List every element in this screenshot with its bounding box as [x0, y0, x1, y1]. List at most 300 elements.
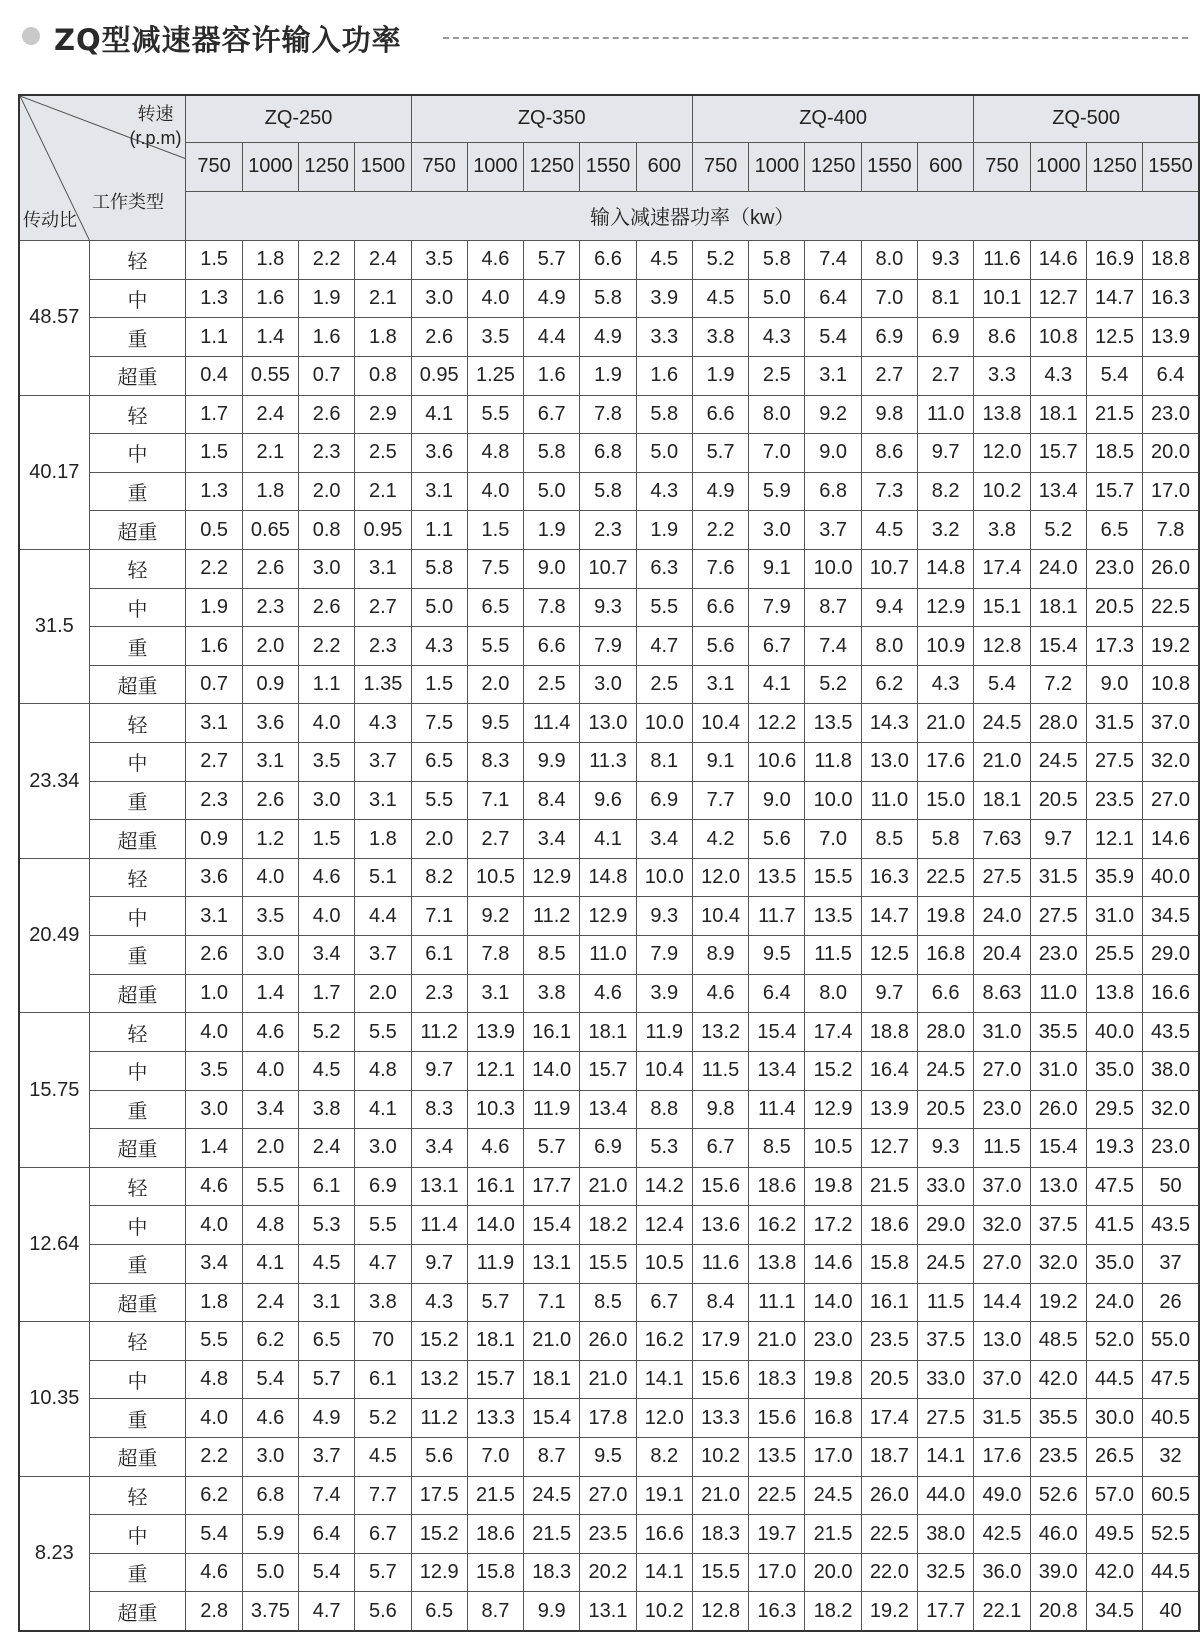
- power-value-cell: 52.0: [1086, 1322, 1142, 1361]
- power-value-cell: 16.3: [749, 1592, 805, 1631]
- power-value-cell: 3.8: [299, 1090, 355, 1129]
- power-value-cell: 1.8: [242, 241, 298, 280]
- power-value-cell: 0.8: [355, 356, 411, 395]
- power-value-cell: 3.1: [411, 472, 467, 511]
- work-type-cell: 重: [89, 472, 186, 511]
- power-value-cell: 3.1: [467, 974, 523, 1013]
- power-value-cell: 44.0: [918, 1476, 974, 1515]
- speed-unit: (r.p.m): [129, 128, 182, 148]
- power-value-cell: 0.55: [242, 356, 298, 395]
- power-value-cell: 14.6: [1030, 241, 1086, 280]
- power-value-cell: 4.6: [467, 241, 523, 280]
- power-value-cell: 5.7: [524, 1129, 580, 1168]
- power-value-cell: 4.8: [186, 1360, 242, 1399]
- power-value-cell: 4.9: [580, 318, 636, 357]
- power-value-cell: 42.0: [1030, 1360, 1086, 1399]
- power-value-cell: 7.7: [692, 781, 748, 820]
- power-value-cell: 25.5: [1086, 936, 1142, 975]
- table-row: [19, 1051, 1199, 1090]
- ratio-cell: 31.5: [19, 550, 89, 704]
- power-value-cell: 20.0: [805, 1553, 861, 1592]
- power-value-cell: 11.4: [411, 1206, 467, 1245]
- work-type-cell: 轻: [89, 1013, 186, 1052]
- work-type-cell: 重: [89, 318, 186, 357]
- power-value-cell: 10.9: [918, 627, 974, 666]
- power-value-cell: 5.6: [355, 1592, 411, 1631]
- speed-header: 750: [692, 142, 748, 191]
- power-value-cell: 5.2: [355, 1399, 411, 1438]
- power-value-cell: 46.0: [1030, 1515, 1086, 1554]
- power-value-cell: 4.6: [186, 1553, 242, 1592]
- power-value-cell: 8.5: [749, 1129, 805, 1168]
- power-value-cell: 8.7: [805, 588, 861, 627]
- power-value-cell: 3.8: [524, 974, 580, 1013]
- power-value-cell: 9.7: [861, 974, 917, 1013]
- power-value-cell: 9.3: [636, 897, 692, 936]
- power-value-cell: 15.2: [411, 1515, 467, 1554]
- power-value-cell: 8.2: [411, 858, 467, 897]
- power-value-cell: 12.9: [580, 897, 636, 936]
- power-value-cell: 14.7: [1086, 279, 1142, 318]
- speed-header: 1500: [355, 142, 411, 191]
- power-value-cell: 4.3: [636, 472, 692, 511]
- power-value-cell: 12.0: [974, 434, 1030, 473]
- speed-header: 1250: [805, 142, 861, 191]
- power-value-cell: 11.5: [805, 936, 861, 975]
- power-value-cell: 4.5: [299, 1244, 355, 1283]
- power-value-cell: 15.4: [524, 1399, 580, 1438]
- table-row: [19, 511, 1199, 550]
- power-value-cell: 7.2: [1030, 665, 1086, 704]
- power-value-cell: 5.8: [580, 472, 636, 511]
- power-value-cell: 10.8: [1143, 665, 1199, 704]
- power-value-cell: 3.8: [692, 318, 748, 357]
- power-value-cell: 31.0: [974, 1013, 1030, 1052]
- power-value-cell: 22.5: [918, 858, 974, 897]
- power-value-cell: 9.1: [692, 743, 748, 782]
- power-value-cell: 17.4: [974, 550, 1030, 589]
- power-value-cell: 4.0: [186, 1206, 242, 1245]
- power-value-cell: 10.1: [974, 279, 1030, 318]
- work-type-cell: 轻: [89, 1476, 186, 1515]
- power-value-cell: 0.65: [242, 511, 298, 550]
- power-value-cell: 2.3: [580, 511, 636, 550]
- power-value-cell: 14.0: [467, 1206, 523, 1245]
- power-value-cell: 3.0: [186, 1090, 242, 1129]
- power-value-cell: 8.9: [692, 936, 748, 975]
- power-value-cell: 23.0: [974, 1090, 1030, 1129]
- power-value-cell: 10.5: [467, 858, 523, 897]
- power-value-cell: 8.0: [861, 627, 917, 666]
- power-value-cell: 5.3: [299, 1206, 355, 1245]
- speed-header: 750: [186, 142, 242, 191]
- power-value-cell: 13.1: [524, 1244, 580, 1283]
- power-value-cell: 2.2: [186, 1438, 242, 1477]
- power-value-cell: 17.6: [918, 743, 974, 782]
- power-value-cell: 11.0: [1030, 974, 1086, 1013]
- power-value-cell: 4.9: [692, 472, 748, 511]
- power-value-cell: 30.0: [1086, 1399, 1142, 1438]
- power-value-cell: 18.1: [524, 1360, 580, 1399]
- power-value-cell: 1.8: [242, 472, 298, 511]
- power-value-cell: 35.0: [1086, 1244, 1142, 1283]
- work-type-cell: 重: [89, 781, 186, 820]
- power-value-cell: 4.2: [692, 820, 748, 859]
- work-type-cell: 中: [89, 1206, 186, 1245]
- power-value-cell: 2.3: [355, 627, 411, 666]
- table-row: [19, 1553, 1199, 1592]
- table-row: [19, 1283, 1199, 1322]
- power-value-cell: 2.5: [636, 665, 692, 704]
- power-value-cell: 17.4: [805, 1013, 861, 1052]
- power-value-cell: 9.3: [918, 241, 974, 280]
- work-type-cell: 轻: [89, 550, 186, 589]
- power-value-cell: 29.5: [1086, 1090, 1142, 1129]
- power-value-cell: 8.5: [861, 820, 917, 859]
- table-row: [19, 781, 1199, 820]
- power-value-cell: 47.5: [1143, 1360, 1199, 1399]
- title-bar: [18, 14, 1188, 58]
- power-value-cell: 7.5: [467, 550, 523, 589]
- ratio-label: 传动比: [23, 210, 77, 230]
- power-value-cell: 3.75: [242, 1592, 298, 1631]
- power-value-cell: 9.1: [749, 550, 805, 589]
- work-type-cell: 重: [89, 1244, 186, 1283]
- power-value-cell: 23.5: [1030, 1438, 1086, 1477]
- power-value-cell: 10.0: [636, 858, 692, 897]
- power-value-cell: 17.8: [580, 1399, 636, 1438]
- power-value-cell: 3.5: [242, 897, 298, 936]
- power-value-cell: 3.8: [355, 1283, 411, 1322]
- power-value-cell: 35.0: [1086, 1051, 1142, 1090]
- power-value-cell: 11.6: [974, 241, 1030, 280]
- power-value-cell: 8.6: [974, 318, 1030, 357]
- power-value-cell: 2.2: [186, 550, 242, 589]
- power-value-cell: 2.9: [355, 395, 411, 434]
- power-value-cell: 11.9: [636, 1013, 692, 1052]
- power-value-cell: 6.1: [355, 1360, 411, 1399]
- power-value-cell: 2.0: [355, 974, 411, 1013]
- power-value-cell: 24.5: [974, 704, 1030, 743]
- power-value-cell: 4.5: [355, 1438, 411, 1477]
- table-row: [19, 395, 1199, 434]
- speed-header: 600: [918, 142, 974, 191]
- power-value-cell: 15.7: [1086, 472, 1142, 511]
- power-value-cell: 27.0: [1143, 781, 1199, 820]
- power-value-cell: 17.6: [974, 1438, 1030, 1477]
- power-value-cell: 7.6: [692, 550, 748, 589]
- power-value-cell: 2.7: [355, 588, 411, 627]
- power-value-cell: 7.9: [580, 627, 636, 666]
- power-value-cell: 27.5: [1030, 897, 1086, 936]
- power-value-cell: 3.0: [242, 936, 298, 975]
- power-value-cell: 5.5: [242, 1167, 298, 1206]
- power-value-cell: 2.2: [299, 241, 355, 280]
- speed-header: 1550: [861, 142, 917, 191]
- power-value-cell: 5.5: [636, 588, 692, 627]
- power-value-cell: 6.7: [636, 1283, 692, 1322]
- table-row: [19, 588, 1199, 627]
- power-value-cell: 6.5: [411, 1592, 467, 1631]
- power-value-cell: 37.5: [1030, 1206, 1086, 1245]
- power-value-cell: 4.3: [749, 318, 805, 357]
- table-row: [19, 279, 1199, 318]
- power-value-cell: 1.1: [186, 318, 242, 357]
- power-value-cell: 24.5: [524, 1476, 580, 1515]
- power-value-cell: 2.4: [299, 1129, 355, 1168]
- power-value-cell: 3.7: [299, 1438, 355, 1477]
- power-value-cell: 14.2: [636, 1167, 692, 1206]
- power-value-cell: 32: [1143, 1438, 1199, 1477]
- power-value-cell: 18.2: [805, 1592, 861, 1631]
- table-row: [19, 1322, 1199, 1361]
- power-value-cell: 7.4: [805, 241, 861, 280]
- power-value-cell: 34.5: [1086, 1592, 1142, 1631]
- work-type-cell: 轻: [89, 241, 186, 280]
- power-value-cell: 8.3: [411, 1090, 467, 1129]
- power-value-cell: 6.6: [580, 241, 636, 280]
- power-value-cell: 9.0: [524, 550, 580, 589]
- power-value-cell: 7.4: [299, 1476, 355, 1515]
- table-row: [19, 627, 1199, 666]
- power-value-cell: 6.4: [1143, 356, 1199, 395]
- power-value-cell: 19.2: [1143, 627, 1199, 666]
- power-value-cell: 44.5: [1086, 1360, 1142, 1399]
- power-value-cell: 4.6: [242, 1399, 298, 1438]
- power-value-cell: 6.5: [1086, 511, 1142, 550]
- power-value-cell: 2.2: [299, 627, 355, 666]
- power-value-cell: 4.5: [692, 279, 748, 318]
- power-value-cell: 7.5: [411, 704, 467, 743]
- power-value-cell: 11.2: [411, 1399, 467, 1438]
- power-value-cell: 17.7: [918, 1592, 974, 1631]
- power-value-cell: 13.4: [1030, 472, 1086, 511]
- power-value-cell: 6.3: [636, 550, 692, 589]
- power-value-cell: 11.4: [524, 704, 580, 743]
- power-value-cell: 23.5: [1086, 781, 1142, 820]
- power-value-cell: 38.0: [1143, 1051, 1199, 1090]
- power-value-cell: 9.7: [411, 1244, 467, 1283]
- power-value-cell: 16.6: [1143, 974, 1199, 1013]
- power-value-cell: 8.0: [805, 974, 861, 1013]
- speed-header: 1000: [1030, 142, 1086, 191]
- speed-header: 1000: [467, 142, 523, 191]
- power-value-cell: 7.9: [749, 588, 805, 627]
- power-value-cell: 4.7: [355, 1244, 411, 1283]
- power-value-cell: 1.9: [186, 588, 242, 627]
- power-value-cell: 3.0: [411, 279, 467, 318]
- power-value-cell: 5.6: [692, 627, 748, 666]
- power-value-cell: 3.6: [186, 858, 242, 897]
- power-value-cell: 11.7: [749, 897, 805, 936]
- power-value-cell: 5.0: [411, 588, 467, 627]
- power-value-cell: 2.3: [411, 974, 467, 1013]
- power-value-cell: 16.1: [861, 1283, 917, 1322]
- work-type-cell: 超重: [89, 356, 186, 395]
- power-value-cell: 4.0: [242, 858, 298, 897]
- power-value-cell: 21.5: [524, 1515, 580, 1554]
- power-value-cell: 1.0: [186, 974, 242, 1013]
- power-value-cell: 27.0: [974, 1244, 1030, 1283]
- power-value-cell: 29.0: [1143, 936, 1199, 975]
- power-value-cell: 1.7: [186, 395, 242, 434]
- speed-header: 750: [974, 142, 1030, 191]
- header-corner: [19, 95, 186, 241]
- speed-header: 1250: [524, 142, 580, 191]
- work-type-cell: 轻: [89, 1322, 186, 1361]
- power-value-cell: 1.25: [467, 356, 523, 395]
- power-value-cell: 43.5: [1143, 1206, 1199, 1245]
- work-type-cell: 轻: [89, 858, 186, 897]
- power-value-cell: 5.0: [749, 279, 805, 318]
- ratio-cell: 23.34: [19, 704, 89, 858]
- power-value-cell: 4.7: [299, 1592, 355, 1631]
- power-value-cell: 32.5: [918, 1553, 974, 1592]
- power-value-cell: 3.1: [355, 781, 411, 820]
- model-header: ZQ-400: [692, 95, 973, 142]
- power-value-cell: 5.9: [749, 472, 805, 511]
- power-value-cell: 6.6: [692, 395, 748, 434]
- power-value-cell: 2.1: [355, 279, 411, 318]
- ratio-cell: 48.57: [19, 241, 89, 395]
- power-value-cell: 17.5: [411, 1476, 467, 1515]
- power-value-cell: 3.9: [636, 279, 692, 318]
- power-value-cell: 0.5: [186, 511, 242, 550]
- power-value-cell: 5.5: [467, 627, 523, 666]
- power-value-cell: 5.8: [524, 434, 580, 473]
- power-value-cell: 32.0: [1030, 1244, 1086, 1283]
- power-value-cell: 11.5: [974, 1129, 1030, 1168]
- power-value-cell: 2.7: [918, 356, 974, 395]
- power-value-cell: 15.4: [749, 1013, 805, 1052]
- power-value-cell: 2.3: [186, 781, 242, 820]
- power-value-cell: 12.9: [411, 1553, 467, 1592]
- power-value-cell: 8.63: [974, 974, 1030, 1013]
- power-value-cell: 31.0: [1086, 897, 1142, 936]
- power-value-cell: 22.1: [974, 1592, 1030, 1631]
- table-row: [19, 1013, 1199, 1052]
- power-value-cell: 15.4: [1030, 1129, 1086, 1168]
- power-value-cell: 15.2: [411, 1322, 467, 1361]
- power-value-cell: 5.8: [749, 241, 805, 280]
- power-value-cell: 1.2: [242, 820, 298, 859]
- power-value-cell: 3.6: [411, 434, 467, 473]
- power-value-cell: 0.9: [242, 665, 298, 704]
- power-value-cell: 12.5: [861, 936, 917, 975]
- power-value-cell: 18.1: [974, 781, 1030, 820]
- power-value-cell: 17.0: [749, 1553, 805, 1592]
- power-value-cell: 28.0: [918, 1013, 974, 1052]
- power-value-cell: 15.8: [861, 1244, 917, 1283]
- power-value-cell: 8.2: [636, 1438, 692, 1477]
- power-value-cell: 8.1: [636, 743, 692, 782]
- header-row-speeds: [19, 142, 1199, 191]
- power-value-cell: 31.5: [1086, 704, 1142, 743]
- ratio-cell: 40.17: [19, 395, 89, 549]
- power-value-cell: 35.5: [1030, 1399, 1086, 1438]
- power-value-cell: 11.4: [749, 1090, 805, 1129]
- power-value-cell: 10.4: [636, 1051, 692, 1090]
- work-type-cell: 重: [89, 1553, 186, 1592]
- power-value-cell: 0.8: [299, 511, 355, 550]
- power-value-cell: 1.5: [299, 820, 355, 859]
- power-value-cell: 7.0: [467, 1438, 523, 1477]
- power-value-cell: 13.0: [580, 704, 636, 743]
- table-row: [19, 472, 1199, 511]
- power-value-cell: 4.3: [411, 627, 467, 666]
- power-value-cell: 32.0: [1143, 743, 1199, 782]
- power-value-cell: 1.9: [299, 279, 355, 318]
- power-value-cell: 9.5: [467, 704, 523, 743]
- power-value-cell: 6.2: [186, 1476, 242, 1515]
- power-value-cell: 3.4: [186, 1244, 242, 1283]
- power-value-cell: 6.8: [805, 472, 861, 511]
- power-value-cell: 13.3: [692, 1399, 748, 1438]
- power-value-cell: 13.1: [411, 1167, 467, 1206]
- power-table: [18, 94, 1200, 1632]
- power-value-cell: 13.0: [974, 1322, 1030, 1361]
- power-value-cell: 36.0: [974, 1553, 1030, 1592]
- power-value-cell: 12.1: [467, 1051, 523, 1090]
- power-value-cell: 13.5: [805, 897, 861, 936]
- power-value-cell: 4.5: [636, 241, 692, 280]
- power-value-cell: 3.1: [805, 356, 861, 395]
- power-value-cell: 13.5: [749, 858, 805, 897]
- power-value-cell: 1.5: [186, 241, 242, 280]
- power-value-cell: 11.8: [805, 743, 861, 782]
- power-value-cell: 3.7: [805, 511, 861, 550]
- table-row: [19, 1592, 1199, 1631]
- power-value-cell: 11.5: [692, 1051, 748, 1090]
- power-value-cell: 49.5: [1086, 1515, 1142, 1554]
- work-type-cell: 中: [89, 1515, 186, 1554]
- power-value-cell: 44.5: [1143, 1553, 1199, 1592]
- power-label: 输入减速器功率（kw）: [186, 191, 1199, 241]
- table-row: [19, 1090, 1199, 1129]
- power-value-cell: 13.8: [749, 1244, 805, 1283]
- power-value-cell: 34.5: [1143, 897, 1199, 936]
- power-value-cell: 23.0: [1143, 1129, 1199, 1168]
- power-value-cell: 17.2: [805, 1206, 861, 1245]
- power-value-cell: 4.1: [355, 1090, 411, 1129]
- power-value-cell: 12.0: [692, 858, 748, 897]
- power-value-cell: 15.7: [467, 1360, 523, 1399]
- work-type-cell: 超重: [89, 1592, 186, 1631]
- power-value-cell: 13.5: [749, 1438, 805, 1477]
- power-value-cell: 21.0: [918, 704, 974, 743]
- power-value-cell: 26.0: [1030, 1090, 1086, 1129]
- power-value-cell: 27.5: [1086, 743, 1142, 782]
- power-value-cell: 40.0: [1143, 858, 1199, 897]
- work-type-cell: 超重: [89, 820, 186, 859]
- power-value-cell: 1.3: [186, 472, 242, 511]
- power-value-cell: 49.0: [974, 1476, 1030, 1515]
- power-value-cell: 6.9: [918, 318, 974, 357]
- work-type-cell: 超重: [89, 1438, 186, 1477]
- power-value-cell: 28.0: [1030, 704, 1086, 743]
- power-value-cell: 1.4: [242, 974, 298, 1013]
- work-type-cell: 超重: [89, 511, 186, 550]
- work-type-cell: 重: [89, 936, 186, 975]
- power-value-cell: 9.7: [411, 1051, 467, 1090]
- power-value-cell: 70: [355, 1322, 411, 1361]
- power-value-cell: 22.5: [749, 1476, 805, 1515]
- power-value-cell: 17.0: [805, 1438, 861, 1477]
- power-value-cell: 3.1: [186, 897, 242, 936]
- power-value-cell: 8.3: [467, 743, 523, 782]
- power-value-cell: 13.8: [1086, 974, 1142, 1013]
- power-value-cell: 14.8: [918, 550, 974, 589]
